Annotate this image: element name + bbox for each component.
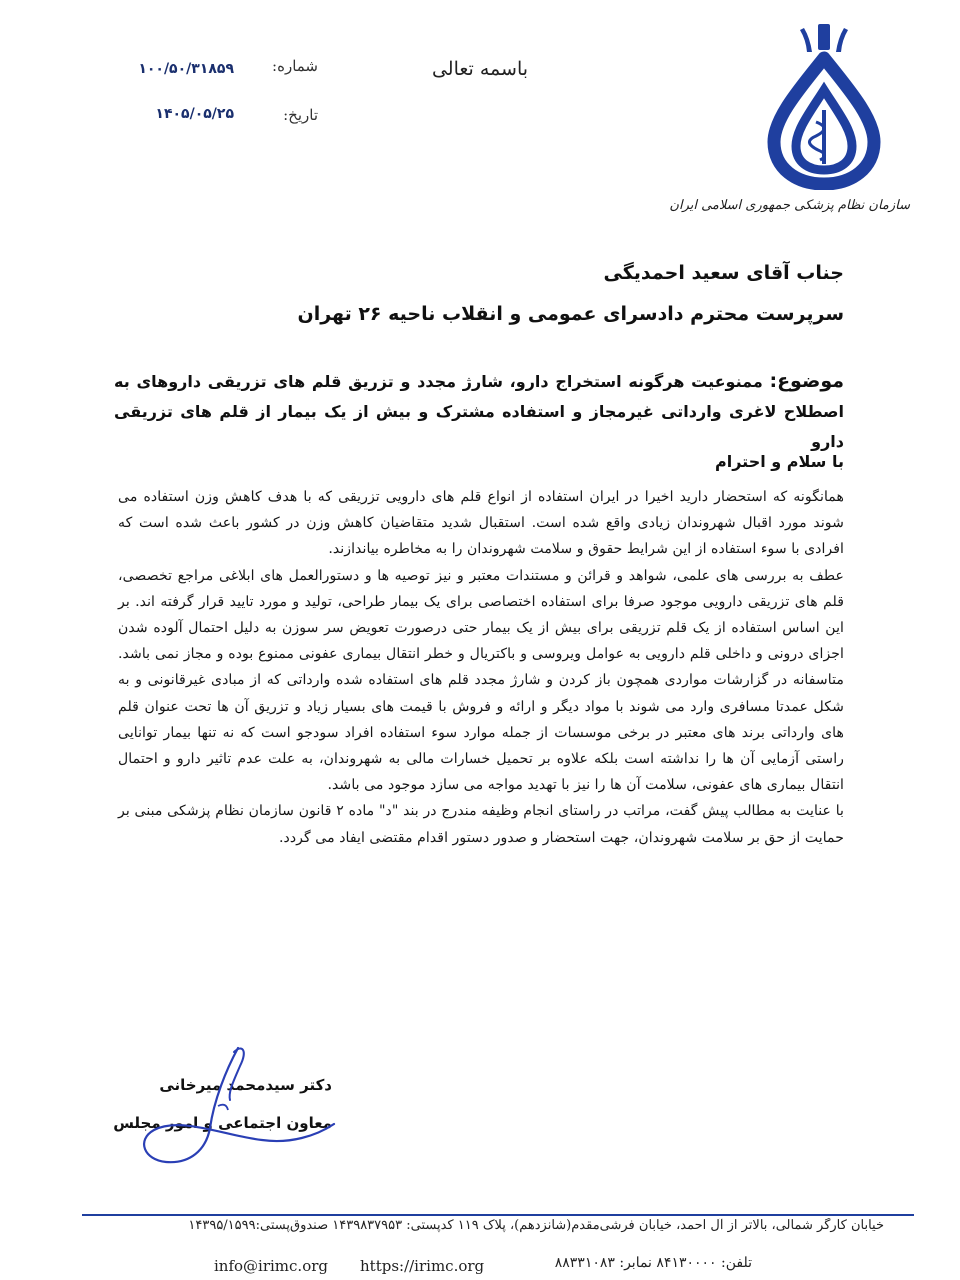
footer-website-link[interactable]: https://irimc.org bbox=[360, 1257, 485, 1275]
body-paragraph-2: عطف به بررسی های علمی، شواهد و قرائن و مستندات معتبر و نیز توصیه ها و دستورالعمل های ابلاغی مراجع تخصصی، قلم های تزریقی دارویی موجود صرفا برای استفاده اختصاصی برای یک بیمار طراحی، تولید و مورد تایید قرار گرفته اند. بر این اساس استفاده از یک قلم تزریقی برای بیش از یک بیمار حتی درصورت تعویض سر سوزن به دلیل احتمال آلوده شدن اجزای درونی و داخلی قلم دارویی به عوامل ویروسی و باکتریال و خطر انتقال بیماری عفونی ممنوع بوده و مجاز نمی باشد. متاسفانه در گزارشات مواردی همچون باز کردن و شارژ مجدد قلم های استفاده شده وارداتی که از مبادی غیرقانونی و به شکل عمدتا مسافری وارد می شوند با مواد دیگر و ارائه و فروش با قیمت های بسیار زیاد و تزریق آن ها تحت عنوان قلم های وارداتی برند های معتبر در برخی موسسات از جمله موارد سوء استفاده افراد سودجو است که نه تنها بیمار توانایی راستی آزمایی آن ها را نداشته است بلکه علاوه بر تحمیل خسارات مالی به شهروندان، به علت عدم تاثیر دارو و احتمال انتقال بیماری های عفونی، سلامت آن ها را نیز با تهدید مواجه می سازد موجود می باشد. bbox=[118, 567, 844, 794]
letter-body bbox=[118, 484, 844, 851]
addressee-title: سرپرست محترم دادسرای عمومی و انقلاب ناحیه ۲۶ تهران bbox=[297, 303, 844, 325]
subject-block bbox=[114, 366, 844, 457]
body-paragraph-1: همانگونه که استحضار دارید اخیرا در ایران استفاده از انواع قلم های دارویی تزریقی که با هدف کاهش وزن استفاده می شوند مورد اقبال شهروندان زیادی واقع شده است. استقبال شدید متقاضیان کاهش وزن در کشور باعث شده است که افرادی با سوء استفاده از این شرایط حقوق و سلامت شهروندان را به مخاطره بیاندازند. bbox=[118, 489, 844, 558]
footer-phone: تلفن: ۸۴۱۳۰۰۰۰ نمابر: ۸۸۳۳۱۰۸۳ bbox=[554, 1255, 752, 1271]
greeting: با سلام و احترام bbox=[715, 452, 844, 471]
addressee-name: جناب آقای سعید احمدیگی bbox=[603, 262, 844, 284]
basmala-heading: باسمه تعالی bbox=[431, 58, 529, 80]
footer-divider bbox=[82, 1214, 914, 1216]
body-paragraph-3: با عنایت به مطالب پیش گفت، مراتب در راستای انجام وظیفه مندرج در بند "د" ماده ۲ قانون سازمان نظام پزشکی مبنی بر حمایت از حق بر سلامت شهروندان، جهت استحضار و صدور دستور اقدام مقتضی ایفاد می گردد. bbox=[118, 803, 845, 846]
letter-number: ۱۰۰/۵۰/۳۱۸۵۹ bbox=[138, 61, 234, 77]
signatory-name: دکتر سیدمحمد میرخانی bbox=[159, 1076, 332, 1094]
irimc-logo-icon bbox=[760, 18, 888, 190]
org-caption: سازمان نظام پزشکی جمهوری اسلامی ایران bbox=[669, 198, 910, 213]
org-logo bbox=[669, 18, 910, 218]
subject-text: ممنوعیت هرگونه استخراج دارو، شارژ مجدد و تزریق قلم های تزریقی داروهای به اصطلاح لاغری وارداتی غیرمجاز و استفاده مشترک و بیش از یک بیمار از قلم های تزریقی دارو bbox=[114, 372, 844, 451]
subject-label: موضوع: bbox=[769, 370, 844, 392]
date-label: تاریخ: bbox=[283, 106, 318, 124]
letter-date: ۱۴۰۵/۰۵/۲۵ bbox=[155, 106, 234, 122]
footer-email-link[interactable]: info@irimc.org bbox=[214, 1257, 329, 1275]
number-label: شماره: bbox=[272, 57, 318, 75]
signatory-title: معاون اجتماعی و امور مجلس bbox=[113, 1114, 332, 1132]
footer-address: خیابان کارگر شمالی، بالاتر از آل احمد، خیابان فرشی‌مقدم(شانزدهم)، پلاک ۱۱۹ کدپستی: ۱۴۳۹۸۳۷۹۵۳ صندوق‌پستی:۱۴۳۹۵/۱۵۹۹ bbox=[188, 1218, 884, 1233]
handwritten-signature bbox=[113, 1040, 350, 1170]
